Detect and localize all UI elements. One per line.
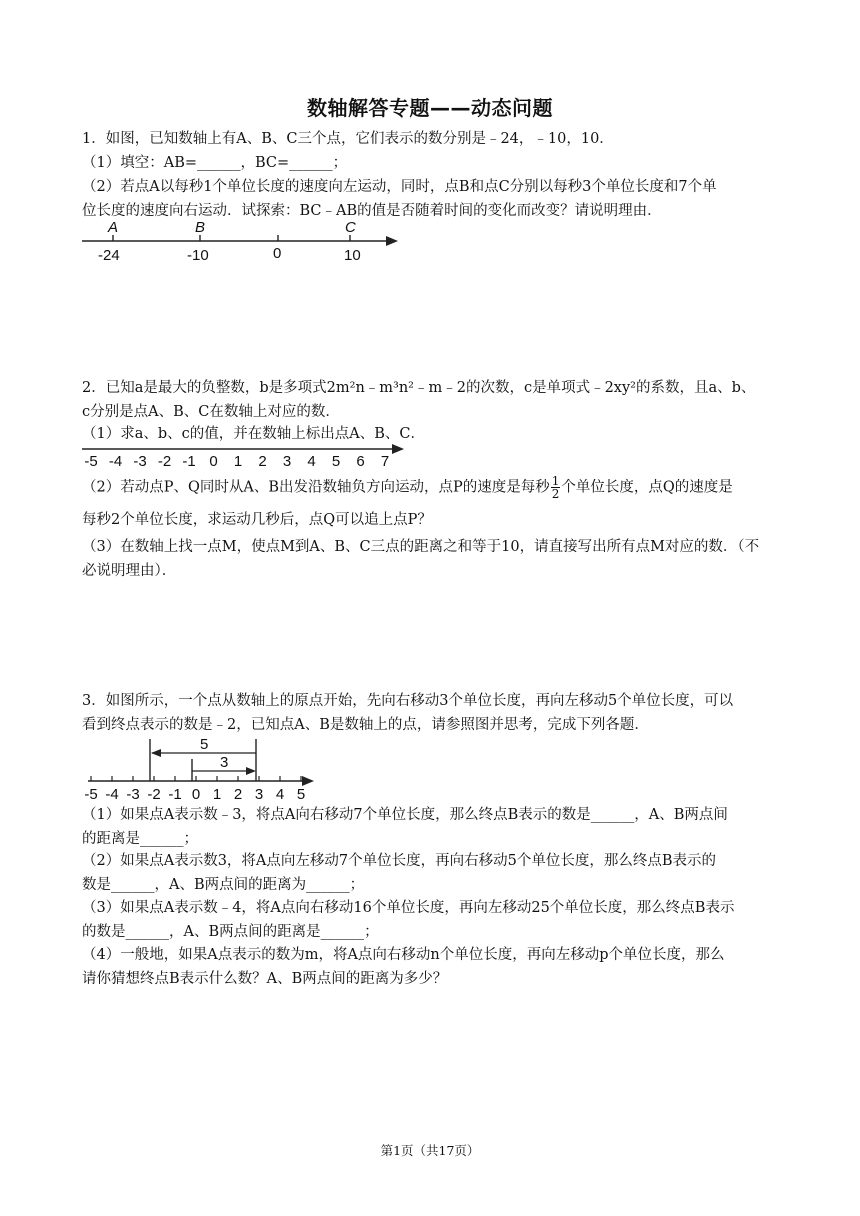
axis-tick-label: 2 <box>233 786 243 801</box>
q1-part2-line1: （2）若点A以每秒1个单位长度的速度向左运动，同时，点B和点C分别以每秒3个单位长度和7个单 <box>82 179 717 195</box>
axis-tick-label: 0 <box>209 453 218 469</box>
q2-line2: c分别是点A、B、C在数轴上对应的数． <box>82 404 340 420</box>
half-fraction <box>551 475 561 500</box>
q1-tick-label: 0 <box>273 245 282 262</box>
q1-tick-label: 10 <box>344 247 361 264</box>
q2-part3-line2: 必说明理由）． <box>82 563 177 579</box>
axis-tick-label: -1 <box>182 453 196 469</box>
q3-p1-line2: 的距离是______； <box>82 831 198 847</box>
axis-tick-label: 7 <box>380 453 390 469</box>
frac-numerator: 1 <box>551 474 560 488</box>
q2-part2-line2: 每秒2个单位长度，求运动几秒后，点Q可以追上点P？ <box>82 512 432 528</box>
q1-point-a-label: A <box>108 219 119 236</box>
move-right-label: 3 <box>220 754 229 771</box>
q2-part2-a: （2）若动点P、Q同时从A、B出发沿数轴负方向运动，点P的速度是每秒 <box>82 479 550 496</box>
axis-tick-label: 4 <box>307 453 316 469</box>
axis-tick-label: -5 <box>84 786 98 801</box>
q2-part3-line1: （3）在数轴上找一点M，使点M到A、B、C三点的距离之和等于10，请直接写出所有点M对应的数．（不 <box>82 539 760 555</box>
axis-tick-label: -4 <box>105 786 119 801</box>
q1-point-c-label: C <box>345 219 356 236</box>
axis-tick-label: 5 <box>296 786 306 801</box>
q1-part1: （1）填空：AB=______，BC=______； <box>82 155 348 171</box>
q2-part2-line1 <box>82 475 733 500</box>
q3-p4-line2: 请你猜想终点B表示什么数？A、B两点间的距离为多少？ <box>82 971 448 987</box>
q2-part2-b: 个单位长度，点Q的速度是 <box>561 479 733 496</box>
q1-tick-label: -24 <box>98 247 120 264</box>
axis-tick-label: -3 <box>126 786 140 801</box>
q2-line1: 2．已知a是最大的负整数，b是多项式2m²n﹣m³n²﹣m﹣2的次数，c是单项式﹣2xy²的系数，且a、b、 <box>82 380 756 396</box>
page-footer: 第1页（共17页） <box>380 1143 480 1158</box>
q3-p2-line1: （2）如果点A表示数3，将A点向左移动7个单位长度，再向右移动5个单位长度，那么终点B表示的 <box>82 853 716 869</box>
q1-part2-line2: 位长度的速度向右运动．试探索：BC﹣AB的值是否随着时间的变化而改变？请说明理由． <box>82 203 662 219</box>
axis-tick-label: -2 <box>147 786 161 801</box>
axis-tick-label: -5 <box>84 453 98 469</box>
axis-tick-label: 5 <box>331 453 341 469</box>
axis-tick-label: -4 <box>108 453 123 469</box>
axis-tick-label: -2 <box>157 453 172 469</box>
axis-tick-label: -1 <box>168 786 182 801</box>
q3-p1-line1: （1）如果点A表示数﹣3，将点A向右移动7个单位长度，那么终点B表示的数是______，A、B两点间 <box>82 807 728 823</box>
axis-tick-label: 3 <box>282 453 292 469</box>
q3-line1: 3．如图所示，一个点从数轴上的原点开始，先向右移动3个单位长度，再向左移动5个单位长度，可以 <box>82 693 734 709</box>
axis-tick-label: 2 <box>258 453 267 469</box>
q2-part1: （1）求a、b、c的值，并在数轴上标出点A、B、C． <box>82 426 425 442</box>
axis-tick-label: 4 <box>275 786 285 801</box>
axis-tick-label: 1 <box>233 453 243 469</box>
q1-number-line <box>80 216 410 268</box>
q2-number-line <box>80 441 410 469</box>
q3-movement-diagram <box>80 733 330 801</box>
page-title: 数轴解答专题——动态问题 <box>307 96 553 120</box>
q3-line2: 看到终点表示的数是﹣2，已知点A、B是数轴上的点，请参照图并思考，完成下列各题． <box>82 717 649 733</box>
q3-p3-line2: 的数是______，A、B两点间的距离是______； <box>82 924 379 940</box>
q3-p2-line2: 数是______，A、B两点间的距离为______； <box>82 877 365 893</box>
axis-tick-label: 6 <box>356 453 365 469</box>
axis-tick-label: 1 <box>212 786 222 801</box>
frac-denominator: 2 <box>551 487 560 501</box>
q3-p3-line1: （3）如果点A表示数﹣4，将A点向右移动16个单位长度，再向左移动25个单位长度，那么终点B表示 <box>82 900 735 916</box>
q1-tick-label: -10 <box>187 247 209 264</box>
move-left-label: 5 <box>200 736 209 753</box>
q3-p4-line1: （4）一般地，如果A点表示的数为m，将A点向右移动n个单位长度，再向左移动p个单位长度，那么 <box>82 947 725 963</box>
axis-tick-label: 3 <box>254 786 264 801</box>
q1-point-b-label: B <box>195 219 206 236</box>
axis-tick-label: 0 <box>191 786 201 801</box>
axis-tick-label: -3 <box>133 453 147 469</box>
q1-stem: 1．如图，已知数轴上有A、B、C三个点，它们表示的数分别是﹣24，﹣10，10． <box>82 131 614 147</box>
